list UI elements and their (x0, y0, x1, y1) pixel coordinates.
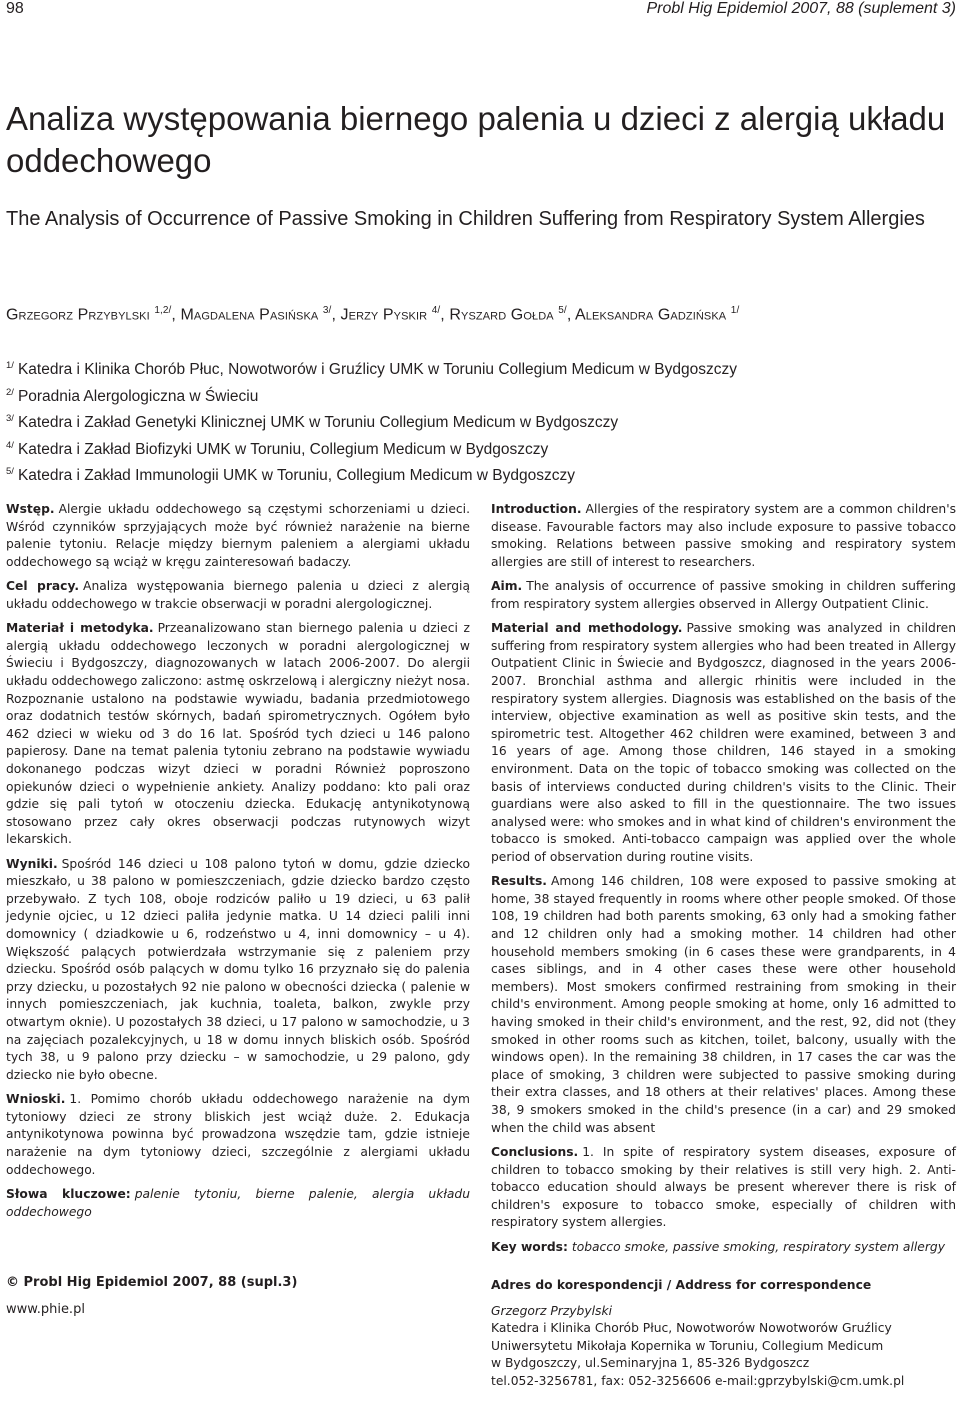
affiliation-text: Katedra i Klinika Chorób Płuc, Nowotworów i Gruźlicy UMK w Toruniu Collegium Medicum w Bydgoszczy (17, 361, 737, 379)
section-text: Allergies of the respiratory system are a common children's disease. Favourable factors may also include exposure to passive tobacco smoking. Relations between passive smoking and respiratory system allergies are still of interest to researchers. (491, 502, 956, 569)
section-lead: Wstęp. (6, 502, 55, 516)
keywords-lead: Key words: (491, 1239, 568, 1254)
journal-url-link[interactable]: www.phie.pl (6, 1302, 85, 1317)
title-polish: Analiza występowania biernego palenia u dzieci z alergią układu oddechowego (6, 100, 946, 179)
page-number: 98 (6, 0, 24, 17)
author-name: Aleksandra Gadzińska (575, 306, 727, 324)
author-name: Magdalena Pasińska (180, 306, 319, 324)
section-lead: Aim. (491, 579, 523, 594)
abstract-polish (6, 501, 470, 1228)
author-name: Ryszard Gołda (449, 306, 554, 324)
author-affiliation-mark: 1,2/ (154, 305, 172, 316)
section-text: 1. In spite of respiratory system diseases, exposure of children to tobacco smoking by their relatives is still very high. 2. Anti-tobacco education should always be present wherever there is risk of children's exposure to tobacco smoke, especially of children with respiratory system allergies. (491, 1144, 956, 1230)
affiliation-mark: 3/ (6, 413, 14, 425)
affiliation-text: Katedra i Zakład Biofizyki UMK w Toruniu, Collegium Medicum w Bydgoszczy (17, 440, 549, 458)
section-text: 1. Pomimo chorób układu oddechowego narażenie na dym tytoniowy dzieci ze strony bliskich jest wciąż duże. 2. Edukacja antynikotynowa powinna być prowadzona wszędzie tam, gdzie istnieje narażenie na dym tytoniowy dzieci, szczególnie z alergiami układu oddechowego. (6, 1092, 470, 1177)
abstract-paragraph (6, 1091, 470, 1179)
section-lead: Results. (491, 874, 547, 889)
affiliation-item (6, 382, 956, 409)
affiliations-list (6, 355, 956, 488)
section-lead: Conclusions. (491, 1144, 579, 1159)
section-lead: Wyniki. (6, 856, 58, 871)
journal-header: Probl Hig Epidemiol 2007, 88 (suplement 3) (646, 0, 956, 17)
author-name: Grzegorz Przybylski (6, 306, 150, 324)
affiliation-text: Katedra i Zakład Genetyki Klinicznej UMK w Toruniu Collegium Medicum w Bydgoszczy (17, 414, 619, 432)
abstract-paragraph (6, 501, 470, 571)
correspondence-line: tel.052-3256781, fax: 052-3256606 e-mail:gprzybylski@cm.umk.pl (491, 1373, 905, 1388)
section-lead: Materiał i metodyka. (6, 621, 154, 636)
section-text: Przeanalizowano stan biernego palenia u dzieci z alergią układu oddechowego leczonych w poradni alergologicznej w Świeciu i Bydgoszczy, diagnozowanych w latach 2006-2007. Do alergii układu oddechowego zaliczono: astmę oskrzelową i alergiczny nieżyt nosa. Rozpoznanie ustalono na podstawie wywiadu, badania przedmiotowego oraz dodatnich testów skórnych, badań spirometrycznych. Ogółem było 462 dzieci w wieku od 3 do 16 lat. Spośród tych dzieci u 146 palono papierosy. Dane na temat palenia tytoniu zebrano na podstawie wywiadu dokonanego podczas wizyt dzieci w poradni Również poproszono opiekunów dzieci o wypełnienie ankiety. Analizy poddano: kto pali oraz gdzie się pali tytoń w otoczeniu dziecka. Edukację antynikotynową stosowano przez cały okres obserwacji podczas rutynowych wizyt lekarskich. (6, 621, 470, 847)
affiliation-item (6, 435, 956, 462)
abstract-english (491, 501, 956, 1263)
keywords-text: palenie tytoniu, bierne palenie, alergia układu oddechowego (6, 1186, 470, 1219)
section-text: Among 146 children, 108 were exposed to passive smoking at home, 38 stayed frequently in rooms where other people smoked. Of those 108, 19 children had both parents smoking, 63 only had a smoking father and 12 children only had a smoking mother. 14 children had other household members smoking (in 6 cases these were grandparents, in 4 cases siblings, and in 4 other cases these were other household members). Most smokers confirmed restraining from smoking in their child's environment. Among people smoking at home, only 16 admitted to having smoked in their child's environment, and the rest, 92, did not (they smoked in other rooms such as kitchen, toilet, balcony, usually with the windows open). In the remaining 38 children, in 17 cases the car was the place of smoking, 3 children were subjected to passive smoking during their extra classes, and 18 others at their relatives' places. Among these 38, 9 smokers smoked in the child's presence (in a car) and 29 smoked when the child was absent (491, 874, 956, 1135)
abstract-paragraph (491, 578, 956, 613)
section-lead: Material and methodology. (491, 621, 683, 636)
affiliation-mark: 2/ (6, 386, 14, 398)
affiliation-item (6, 355, 956, 382)
correspondence-line: w Bydgoszczy, ul.Seminaryjna 1, 85-326 Bydgoszcz (491, 1356, 810, 1371)
correspondence-line: Katedra i Klinika Chorób Płuc, Nowotworów Nowotworów Gruźlicy (491, 1321, 892, 1336)
affiliation-text: Katedra i Zakład Immunologii UMK w Toruniu, Collegium Medicum w Bydgoszczy (17, 467, 576, 485)
keywords-text: tobacco smoke, passive smoking, respiratory system allergy (571, 1239, 945, 1254)
section-lead: Introduction. (491, 502, 582, 516)
abstract-paragraph (491, 620, 956, 866)
correspondence-line: Uniwersytetu Mikołaja Kopernika w Toruniu, Collegium Medicum (491, 1338, 884, 1353)
authors-line: Grzegorz Przybylski $^{1,2/}$, Magdalena Pasińska $^{3/}$, Jerzy Pyskir $^{4/}$, Ryszard Gołda $^{5/}$, Aleksandra Gadzińska $^{1/}$ (6, 305, 740, 324)
author-name: Jerzy Pyskir (340, 306, 428, 324)
section-text: Analiza występowania biernego palenia u dzieci z alergią układu oddechowego w trakcie obserwacji w poradni alergologicznej. (6, 579, 470, 611)
abstract-paragraph (6, 578, 470, 613)
section-text: Alergie układu oddechowego są częstymi schorzeniami u dzieci. Wśród czynników sprzyjających może być również narażenie na bierne palenie tytoniu. Relacje między biernym paleniem a alergiami układu oddechowego są wciąż w kręgu zainteresowań badaczy. (6, 502, 470, 569)
author-affiliation-mark: 1/ (730, 305, 740, 316)
section-text: The analysis of occurrence of passive smoking in children suffering from respiratory system allergies observed in Allergy Outpatient Clinic. (491, 579, 956, 611)
journal-citation: © Probl Hig Epidemiol 2007, 88 (supl.3) (6, 1275, 298, 1290)
affiliation-text: Poradnia Alergologiczna w Świeciu (17, 387, 259, 405)
correspondence-name: Grzegorz Przybylski (491, 1303, 612, 1318)
affiliation-mark: 5/ (6, 466, 14, 478)
affiliation-mark: 4/ (6, 439, 14, 451)
section-lead: Wnioski. (6, 1092, 66, 1107)
author-affiliation-mark: 4/ (431, 305, 441, 316)
affiliation-item (6, 408, 956, 435)
keywords-lead: Słowa kluczowe: (6, 1186, 131, 1201)
title-english: The Analysis of Occurrence of Passive Smoking in Children Suffering from Respiratory System Allergies (6, 208, 925, 230)
abstract-paragraph (6, 620, 470, 849)
abstract-paragraph (6, 856, 470, 1085)
correspondence-title: Adres do korespondencji / Address for correspondence (491, 1278, 872, 1292)
section-text: Passive smoking was analyzed in children suffering from respiratory system allergies who had been treated in Allergy Outpatient Clinic in Świecie and Bydgoszcz, diagnosed in the years 2006-2007. Bronchial asthma and allergic rhinitis were included in the respiratory system allergies. Diagnosis was established on the basis of the interview, objective examination as well as positive skin tests, and the spirometric test. Altogether 462 children were examined, between 3 and 16 years of age. Among those children, 146 stayed in a smoking environment. Data on the topic of tobacco smoking was collected on the basis of interviews conducted during children's visits to the Clinic. Their guardians were also asked to fill in the questionnaire. The two issues analysed were: who smokes and in what kind of children's environment the tobacco is smoked. Anti-tobacco campaign was applied over the whole period of observation during routine visits. (491, 621, 956, 864)
footer-citation-block (6, 1275, 297, 1317)
affiliation-item (6, 461, 956, 488)
abstract-paragraph (491, 873, 956, 1137)
abstract-paragraph (491, 501, 956, 571)
section-text: Spośród 146 dzieci u 108 palono tytoń w domu, gdzie dziecko mieszkało, u 38 palono w pomieszczeniach, gdzie dziecko bardzo często przebywało. Z tych 108, oboje rodziców paliło u 19 dzieci, u 63 palił jedynie ojciec, u 12 dzieci paliła jedynie matka. U 14 dzieci palili inni domownicy ( dziadkowie u 6, rodzeństwo u 4, inni domownicy – u 4). Większość palących potwierdzała wstrzymanie się z paleniem przy dziecku. Spośród osób palących w domu tylko 16 przyznało się do palenia przy dziecku, u pozostałych 92 nie palono w obecności dziecka ( palenie w innych pomieszczeniach, jak kuchnia, toaleta, balkon, zwykle przy otwartym oknie). U pozostałych 38 dzieci, u 17 palono w samochodzie, u 3 na zajęciach pozalekcyjnych, u 18 w domu innych bliskich osób. Spośród tych 38, u 9 palono przy dziecku – w samochodzie, u 29 palono, gdy dziecko nie było obecne. (6, 856, 470, 1082)
section-lead: Cel pracy. (6, 579, 80, 594)
keywords-english (491, 1239, 956, 1257)
keywords-polish (6, 1186, 470, 1221)
correspondence-block (491, 1277, 956, 1391)
author-affiliation-mark: 5/ (558, 305, 567, 316)
abstract-paragraph (491, 1144, 956, 1232)
affiliation-mark: 1/ (6, 360, 14, 371)
author-affiliation-mark: 3/ (322, 305, 332, 316)
